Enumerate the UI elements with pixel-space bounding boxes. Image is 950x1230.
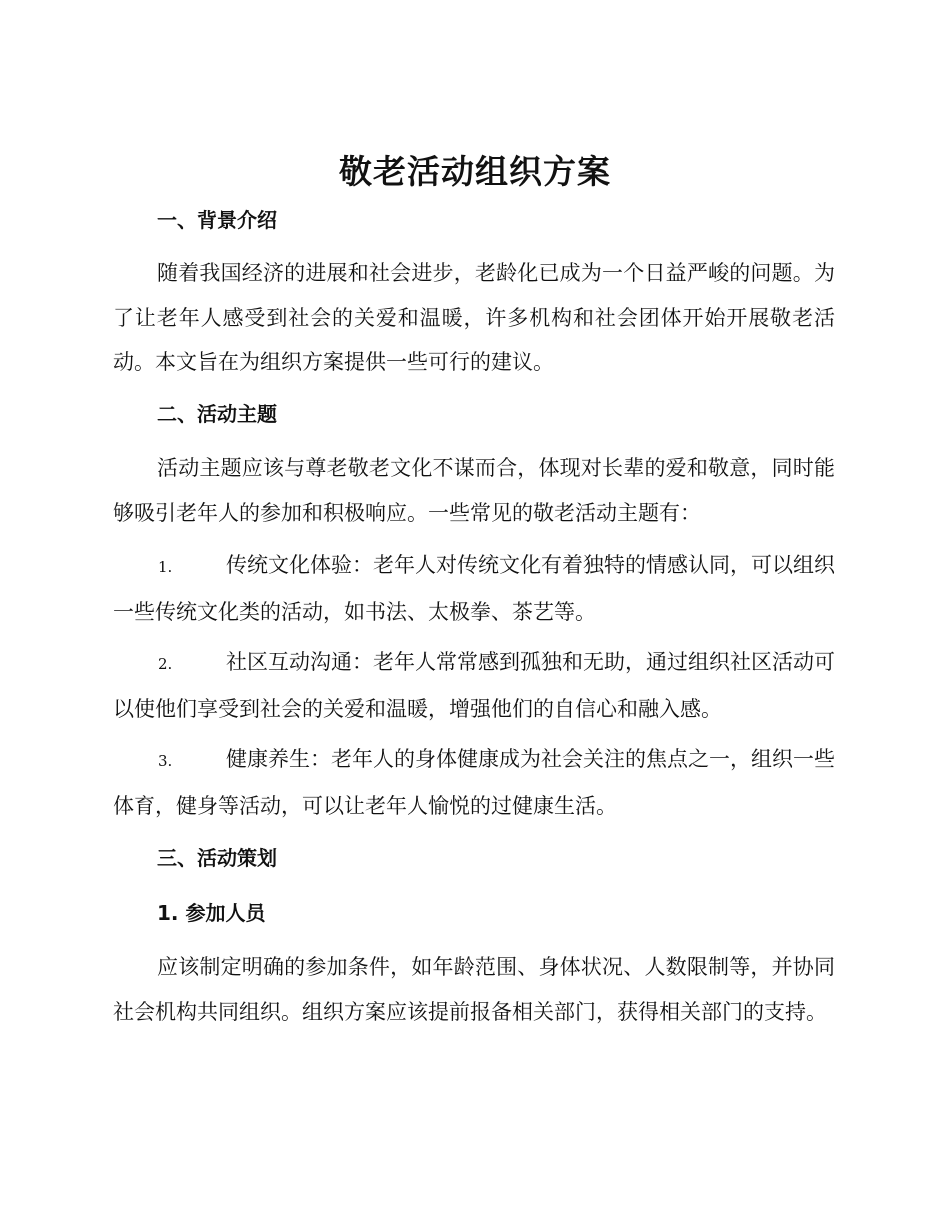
list-item-number: 3. bbox=[158, 752, 173, 770]
paragraph-background: 随着我国经济的进展和社会进步，老龄化已成为一个日益严峻的问题。为了让老年人感受到社会的关爱和温暖，许多机构和社会团体开始开展敬老活动。本文旨在为组织方案提供一些可行的建议。 bbox=[113, 261, 835, 374]
section-heading-planning: 三、活动策划 bbox=[157, 846, 277, 870]
paragraph-theme: 活动主题应该与尊老敬老文化不谋而合，体现对长辈的爱和敬意，同时能够吸引老年人的参加和积极响应。一些常见的敬老活动主题有： bbox=[113, 456, 835, 525]
list-item-number: 1. bbox=[158, 558, 173, 576]
document-title: 敬老活动组织方案 bbox=[339, 152, 611, 191]
list-item-1 bbox=[113, 543, 835, 634]
list-item-text: 社区互动沟通：老年人常常感到孤独和无助，通过组织社区活动可以使他们享受到社会的关爱和温暖，增强他们的自信心和融入感。 bbox=[113, 650, 835, 721]
section-heading-theme: 二、活动主题 bbox=[157, 402, 277, 426]
list-item-2 bbox=[113, 640, 835, 731]
list-item-3 bbox=[113, 737, 835, 828]
subheading-participants: 1. 参加人员 bbox=[157, 901, 266, 925]
list-item-text: 健康养生：老年人的身体健康成为社会关注的焦点之一，组织一些体育，健身等活动，可以让老年人愉悦的过健康生活。 bbox=[113, 747, 835, 818]
paragraph-participants: 应该制定明确的参加条件，如年龄范围、身体状况、人数限制等，并协同社会机构共同组织。组织方案应该提前报备相关部门，获得相关部门的支持。 bbox=[113, 955, 835, 1024]
list-item-number: 2. bbox=[158, 655, 173, 673]
list-item-text: 传统文化体验：老年人对传统文化有着独特的情感认同，可以组织一些传统文化类的活动，如书法、太极拳、茶艺等。 bbox=[113, 553, 835, 624]
section-heading-background: 一、背景介绍 bbox=[157, 208, 277, 232]
